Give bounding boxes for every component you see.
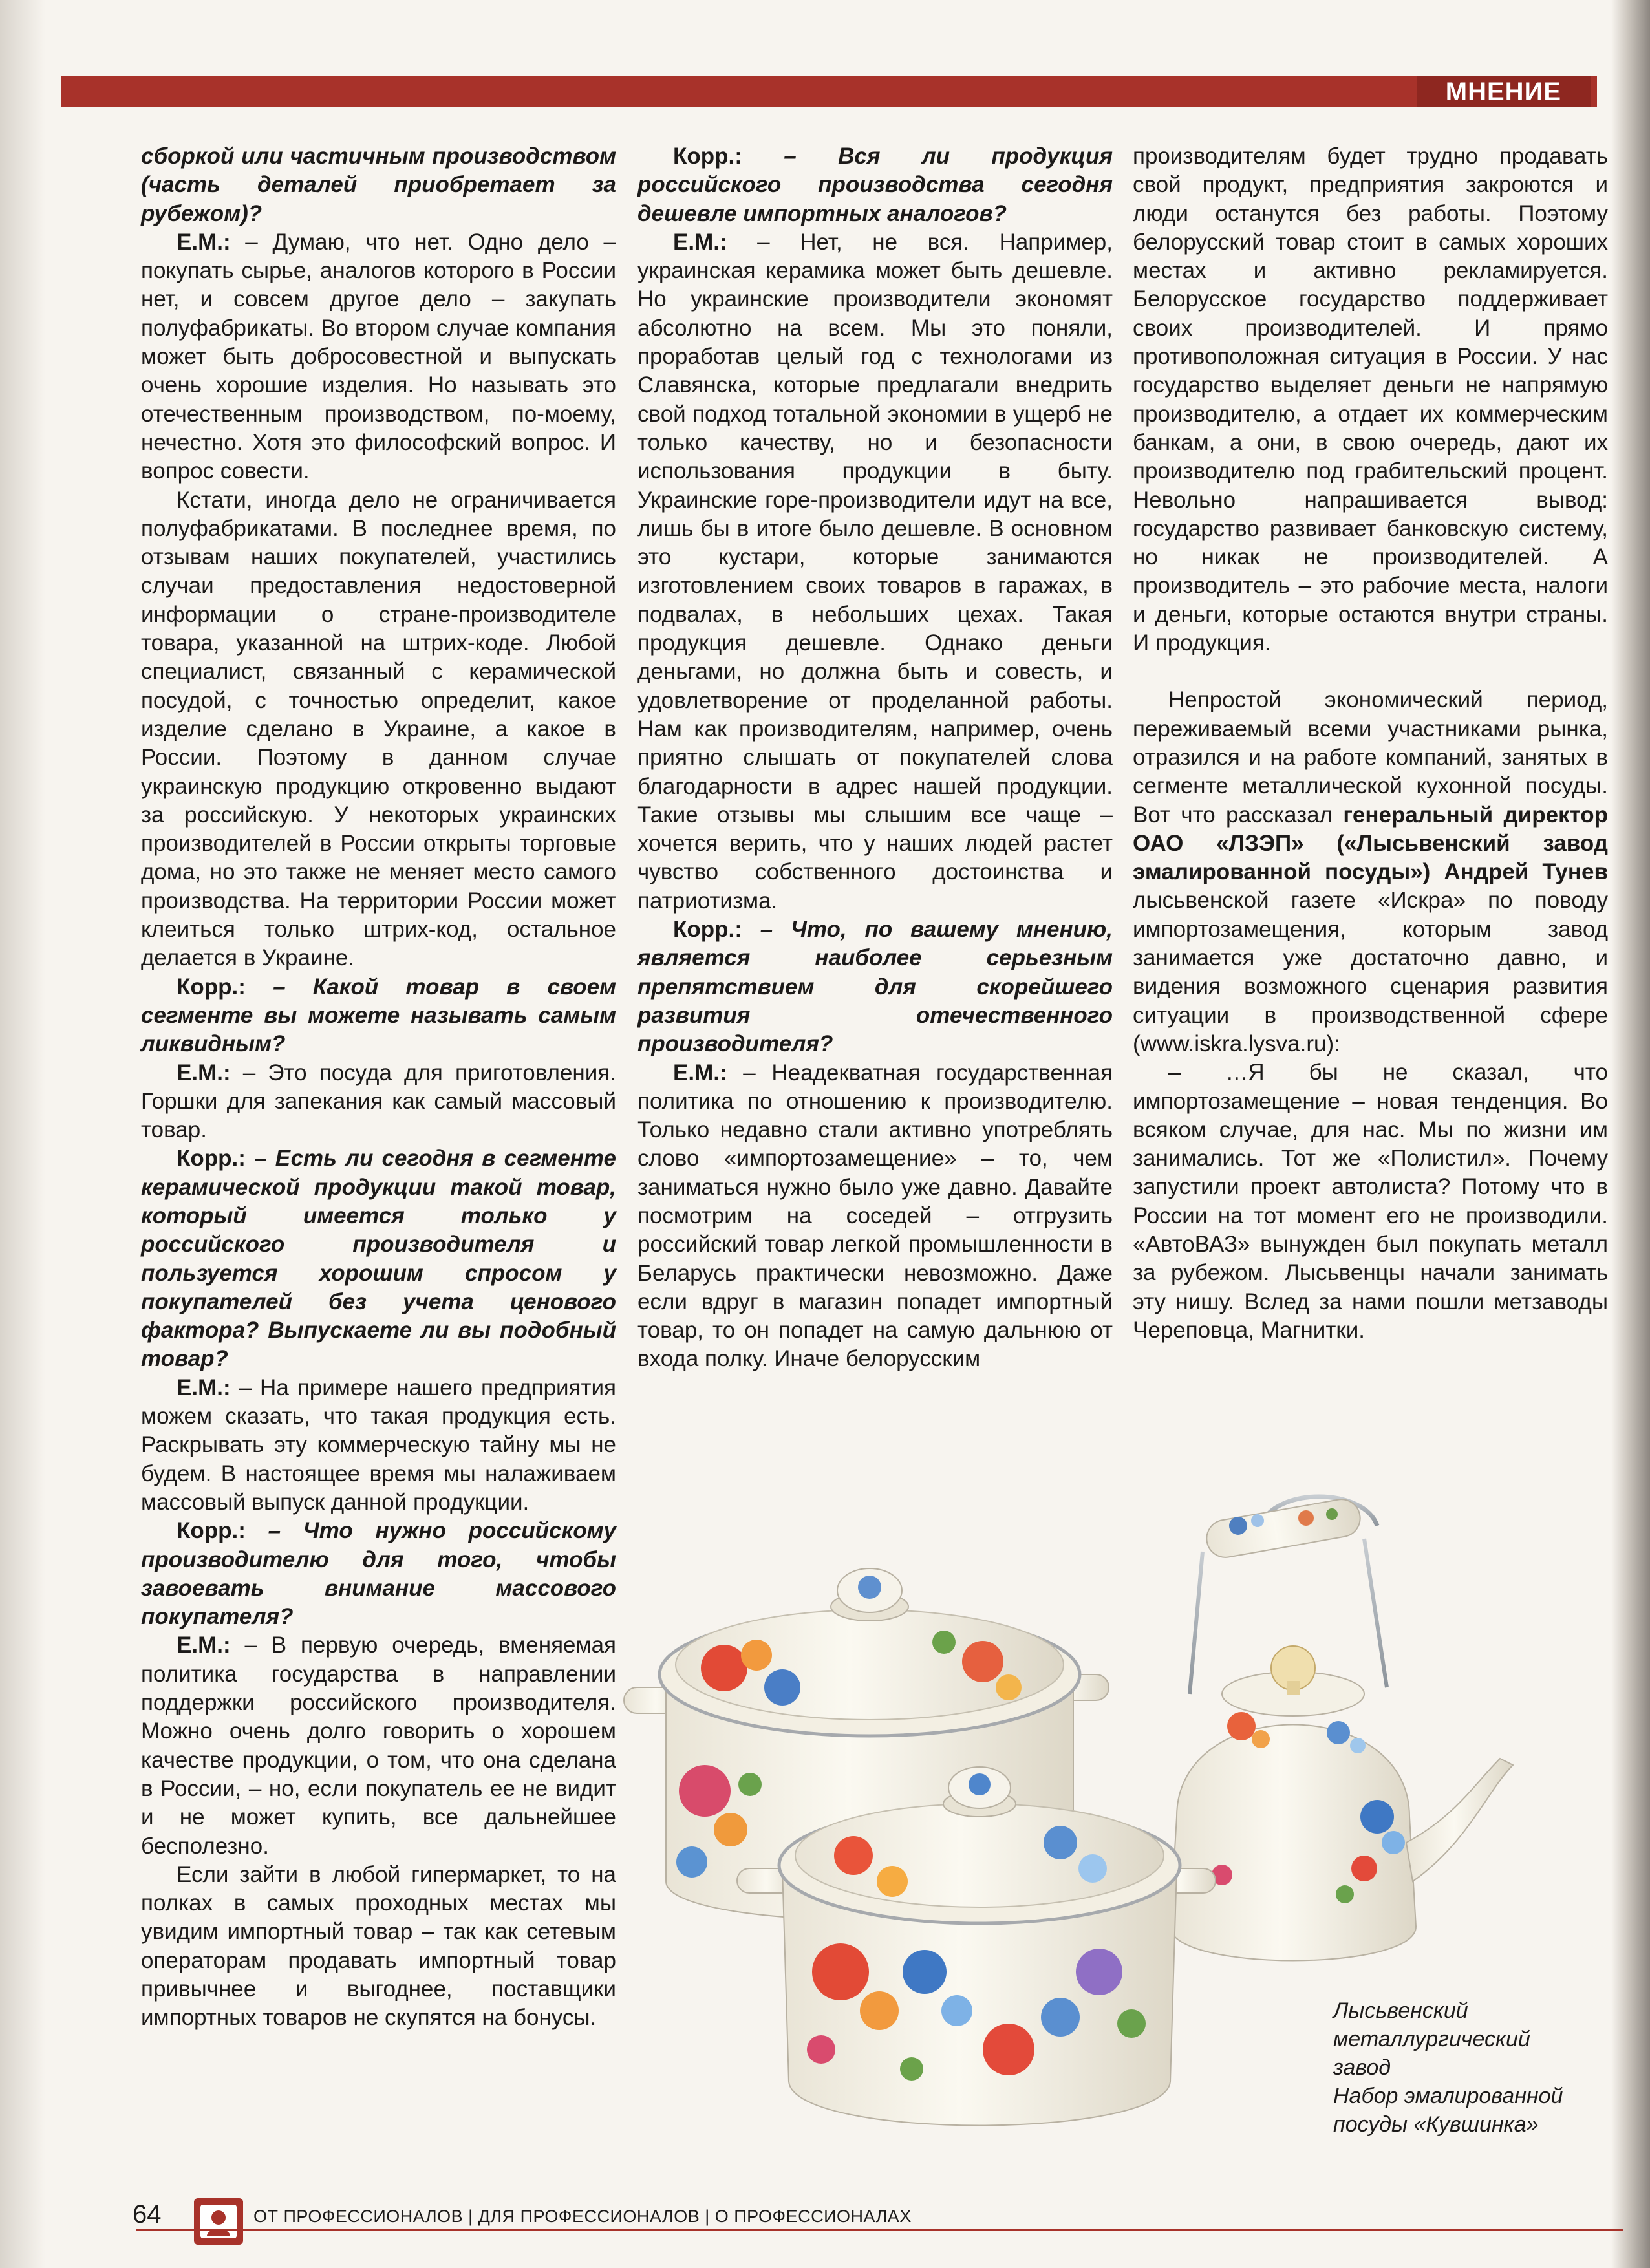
paragraph (1133, 1058, 1608, 1345)
speaker-label: Корр.: (177, 974, 246, 1000)
body-text: – Это посуда для приготовления. Горшки для запекания как самый массовый товар. (141, 1060, 616, 1143)
paragraph (141, 142, 616, 228)
body-text: – Нет, не вся. Например, украинская керамика может быть дешевле. Но украинские производители экономят абсолютно на всем. Мы это поняли, проработав целый год с технологами из Славянска, которые предлагали внедрить свой подход тотальной экономии в ущерб не только качеству, но и безопасности использования продукции в быту. Украинские горе-производители идут на все, лишь бы в итоге было дешевле. В основном это кустари, которые занимаются изготовлением своих товаров в гаражах, в подвалах, в небольших цехах. Такая продукция дешевле. Однако деньги деньгами, но должна быть и совесть, и удовлетворение от проделанной работы. Нам как производителям, например, очень приятно слышать от покупателей слова благодарности в адрес нашей продукции. Такие отзывы мы слышим все чаще – хочется верить, что у наших людей растет чувство собственного достоинства и патриотизма. (638, 229, 1113, 914)
paragraph (141, 973, 616, 1059)
page-number: 64 (133, 2200, 162, 2229)
section-header-bar (61, 76, 1597, 107)
caption-line-2: Набор эмалированной посуды «Кувшинка» (1333, 2084, 1563, 2137)
speaker-label: Е.М.: (177, 1060, 231, 1086)
paragraph (1133, 686, 1608, 1058)
question-text: – Какой товар в своем сегменте вы можете называть самым ликвидным? (141, 974, 616, 1057)
page-footer (61, 2198, 1613, 2268)
paragraph (141, 1059, 616, 1145)
question-text: сборкой или частичным производством (часть деталей приобретает за рубежом)? (141, 144, 616, 226)
speaker-label: Е.М.: (177, 229, 231, 255)
section-label: МНЕНИЕ (1417, 76, 1591, 107)
paragraph (141, 1144, 616, 1373)
body-text: Непростой экономический период, переживаемый всеми участниками рынка, отразился и на работе компаний, занятых в сегменте металлической кухонной посуды. Вот что рассказал (1133, 687, 1608, 828)
body-text: Если зайти в любой гипермаркет, то на полках в самых проходных местах мы увидим импортный товар – так как сетевым операторам продавать импортный товар привычнее и выгоднее, поставщики импортных товаров не скупятся на бонусы. (141, 1861, 616, 2031)
photo-caption (1333, 1996, 1579, 2139)
speaker-label: Корр.: (673, 917, 742, 943)
body-text: – В первую очередь, вменяемая политика государства в направлении поддержки российского производителя. Можно очень долго говорить о хорошем качестве продукции, о том, что она сделана в России, – но, если покупатель ее не видит и не может купить, все дальнейшее бесполезно. (141, 1632, 616, 1859)
body-text: – …Я бы не сказал, что импортозамещение – новая тенденция. Во всяком случае, для нас. Мы по жизни им занимались. Тот же «Полистил». Почему запустили проект автолиста? Потому что в России на тот момент его не производили. «АвтоВАЗ» вынужден был покупать металл за рубежом. Лысьвенцы начали занимать эту нишу. Вслед за нами пошли метзаводы Череповца, Магнитки. (1133, 1060, 1608, 1343)
paragraph (141, 1374, 616, 1517)
body-text: производителям будет трудно продавать свой продукт, предприятия закроются и люди останутся без работы. Поэтому белорусский товар стоит в самых хороших местах и активно рекламируется. Белорусское государство поддерживает своих производителей. И прямо противоположная ситуация в России. У нас государство выделяет деньги не напрямую производителю, а отдает их коммерческим банкам, а они, в свою очередь, дают их производителю под грабительский процент. Невольно напрашивается вывод: государство развивает банковскую систему, но никак не производителей. А производитель – это рабочие места, налоги и деньги, которые остаются внутри страны. И продукция. (1133, 144, 1608, 656)
page-gutter-shadow (0, 0, 45, 2268)
question-text: – Что, по вашему мнению, является наиболее серьезным препятствием для скорейшего развития отечественного производителя? (638, 917, 1113, 1057)
text-column-1 (141, 142, 616, 2033)
paragraph (141, 1631, 616, 1860)
question-text: – Есть ли сегодня в сегменте керамической продукции такой товар, который имеется только у российского производителя и пользуется хорошим спросом у покупателей без учета ценового фактора? Выпускаете ли вы подобный товар? (141, 1146, 616, 1372)
body-text: – Неадекватная государственная политика по отношению к производителю. Только недавно стали активно употреблять слово «импортозамещение» – то, чем заниматься нужно было уже давно. Давайте посмотрим на соседей – отгрузить российский товар легкой промышленности в Беларусь практически невозможно. Даже если вдруг в магазин попадет импортный товар, то он попадет на самую дальнюю от входа полку. Иначе белорусским (638, 1060, 1113, 1372)
kettle (1170, 1497, 1513, 1961)
paragraph (638, 228, 1113, 915)
paragraph (638, 915, 1113, 1058)
speaker-label: Корр.: (673, 144, 742, 169)
speaker-label: Корр.: (177, 1518, 246, 1544)
body-text: генеральный директор ОАО «ЛЗЭП» («Лысьвенский завод эмалированной посуды») Андрей Тунев (1133, 802, 1608, 885)
body-text: Кстати, иногда дело не ограничивается полуфабрикатами. В последнее время, по отзывам наших покупателей, участились случаи предоставления недостоверной информации о стране-производителе товара, указанной на штрих-коде. Любой специалист, связанный с керамической посудой, с точностью определит, какое изделие сделано в Украине, а какое в России. Поэтому в данном случае украинскую продукцию откровенно выдают за российскую. У некоторых украинских производителей в России открыты торговые дома, но это также не меняет место самого производства. На территории России может клеиться только штрих-код, остальное делается в Украине. (141, 487, 616, 971)
speaker-label: Корр.: (177, 1146, 246, 1171)
speaker-label: Е.М.: (177, 1632, 231, 1658)
body-text: – Думаю, что нет. Одно дело – покупать сырье, аналогов которого в России нет, и совсем другое дело – закупать полуфабрикаты. Во втором случае компания может быть добросовестной и выпускать очень хорошие изделия. Но называть это отечественным производством, по-моему, нечестно. Хотя это философский вопрос. И вопрос совести. (141, 229, 616, 484)
paragraph (1133, 142, 1608, 658)
paragraph (638, 1059, 1113, 1374)
body-text: лысьвенской газете «Искра» по поводу импортозамещения, которым завод занимается уже достаточно давно, и видения возможного сценария развития ситуации в производственной сфере (www.iskra.lysva.ru): (1133, 888, 1608, 1056)
speaker-label: Е.М.: (673, 1060, 727, 1086)
question-text: – Что нужно российскому производителю для того, чтобы завоевать внимание массового покупателя? (141, 1518, 616, 1630)
paragraph (141, 1517, 616, 1631)
text-column-2 (638, 142, 1113, 1374)
footer-divider (136, 2229, 1623, 2231)
caption-line-1: Лысьвенский металлургический завод (1333, 1998, 1530, 2080)
speaker-label: Е.М.: (673, 229, 727, 255)
question-text: – Вся ли продукция российского производства сегодня дешевле импортных аналогов? (638, 144, 1113, 226)
paragraph (141, 228, 616, 486)
paragraph (141, 1861, 616, 2033)
body-text: – На примере нашего предприятия можем сказать, что такая продукция есть. Раскрывать эту коммерческую тайну мы не будем. В настоящее время мы налаживаем массовый выпуск данной продукции. (141, 1375, 616, 1515)
magazine-logo-icon (194, 2198, 243, 2245)
text-column-3 (1133, 142, 1608, 1345)
paragraph (141, 486, 616, 973)
footer-tagline: ОТ ПРОФЕССИОНАЛОВ | ДЛЯ ПРОФЕССИОНАЛОВ | О ПРОФЕССИОНАЛАХ (253, 2207, 912, 2226)
page-right-edge (1611, 0, 1650, 2268)
paragraph (638, 142, 1113, 228)
speaker-label: Е.М.: (177, 1375, 231, 1400)
